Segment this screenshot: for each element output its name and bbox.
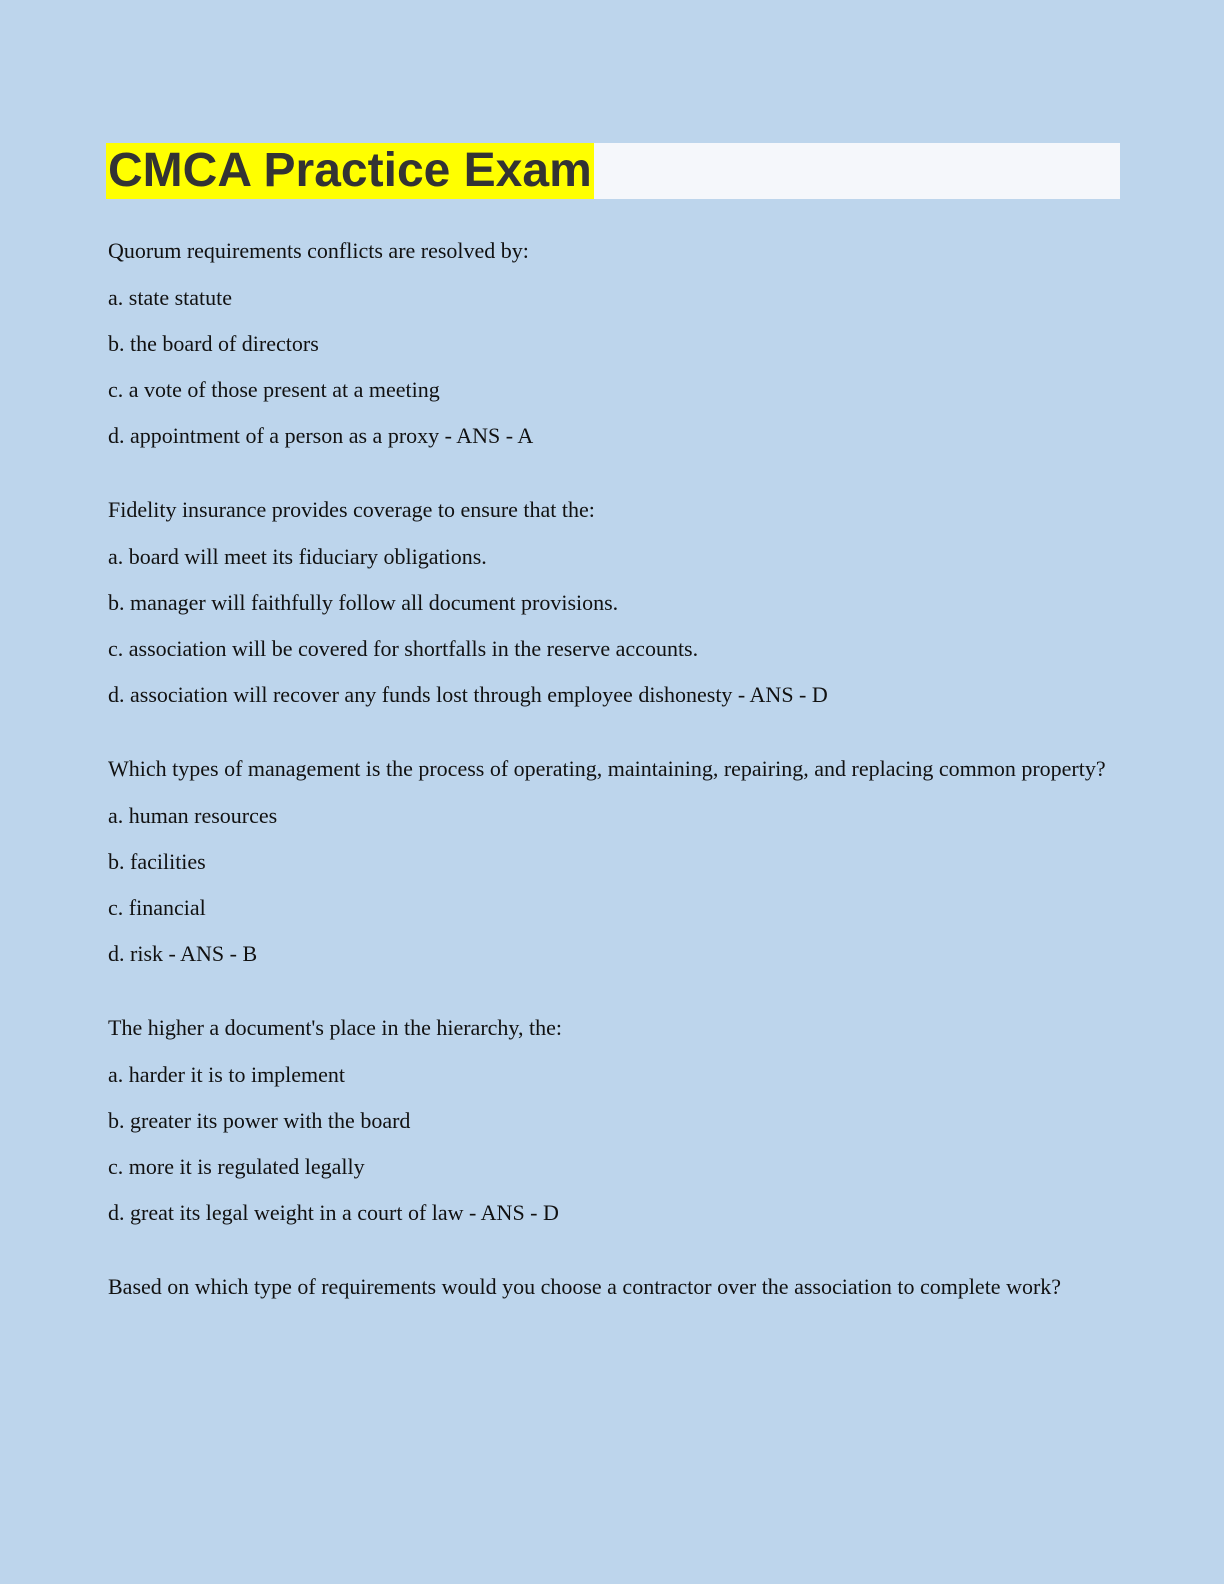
option-d: d. appointment of a person as a proxy - ANS - A bbox=[108, 423, 534, 448]
option-c: c. association will be covered for shortfalls in the reserve accounts. bbox=[108, 636, 699, 661]
option-c: c. financial bbox=[108, 895, 206, 920]
option-b: b. greater its power with the board bbox=[108, 1108, 411, 1133]
question-block-2 bbox=[108, 495, 1128, 708]
option-d: d. association will recover any funds lost through employee dishonesty - ANS - D bbox=[108, 682, 828, 707]
question-text: Fidelity insurance provides coverage to ensure that the: bbox=[108, 497, 595, 522]
option-b: b. facilities bbox=[108, 849, 206, 874]
option-a: a. state statute bbox=[108, 285, 233, 310]
question-block-1 bbox=[108, 236, 1128, 449]
question-block-4 bbox=[108, 1013, 1128, 1226]
option-a: a. harder it is to implement bbox=[108, 1062, 346, 1087]
question-text: Based on which type of requirements would you choose a contractor over the association to complete work? bbox=[108, 1274, 1062, 1299]
questions-list bbox=[108, 236, 1128, 1347]
question-text: The higher a document's place in the hierarchy, the: bbox=[108, 1015, 562, 1040]
option-c: c. a vote of those present at a meeting bbox=[108, 377, 440, 402]
question-block-3 bbox=[108, 754, 1128, 967]
option-d: d. risk - ANS - B bbox=[108, 941, 258, 966]
page-title: CMCA Practice Exam bbox=[108, 144, 592, 197]
option-c: c. more it is regulated legally bbox=[108, 1154, 365, 1179]
option-b: b. manager will faithfully follow all document provisions. bbox=[108, 590, 619, 615]
question-block-5 bbox=[108, 1272, 1128, 1301]
question-text: Which types of management is the process of operating, maintaining, repairing, and replacing common property? bbox=[108, 756, 1106, 781]
option-d: d. great its legal weight in a court of law - ANS - D bbox=[108, 1200, 559, 1225]
option-b: b. the board of directors bbox=[108, 331, 319, 356]
option-a: a. human resources bbox=[108, 803, 278, 828]
title-highlight bbox=[106, 143, 594, 199]
title-bar bbox=[106, 143, 1120, 199]
question-text: Quorum requirements conflicts are resolved by: bbox=[108, 238, 529, 263]
option-a: a. board will meet its fiduciary obligations. bbox=[108, 544, 487, 569]
